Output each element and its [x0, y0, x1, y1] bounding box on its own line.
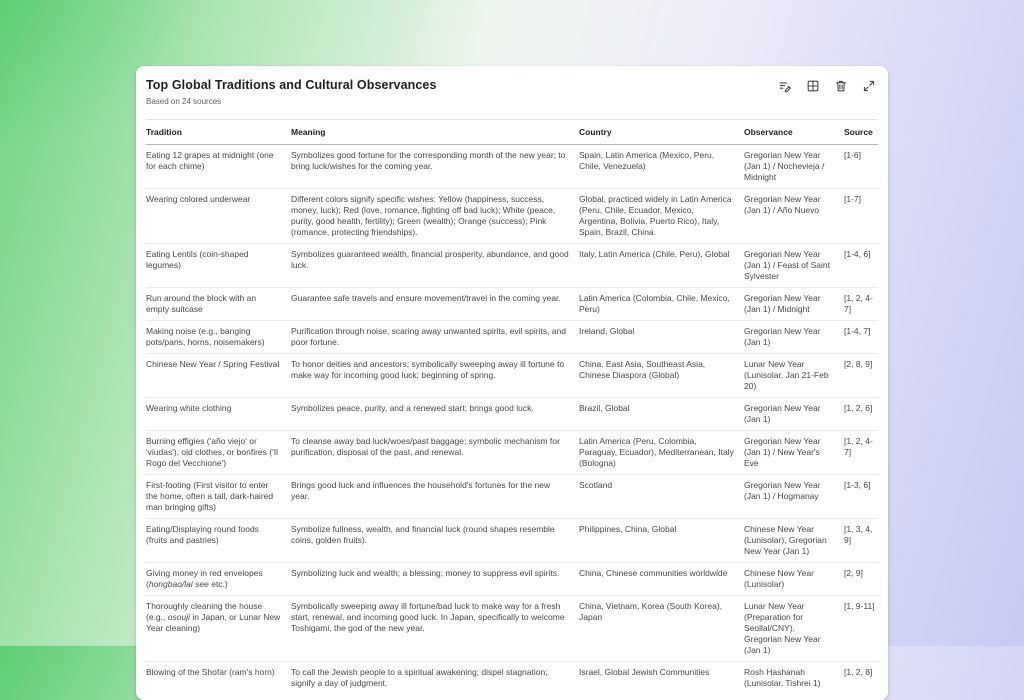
- edit-table-button[interactable]: [777, 80, 792, 95]
- cell-source: [1, 9-11]: [844, 596, 878, 662]
- trash-icon: [834, 79, 848, 96]
- cell-observance: Gregorian New Year (Jan 1) / Feast of Saint Sylvester: [744, 244, 844, 288]
- cell-tradition: Run around the block with an empty suitcase: [146, 288, 291, 321]
- cell-tradition: Thoroughly cleaning the house (e.g., osouji in Japan, or Lunar New Year cleaning): [146, 596, 291, 662]
- cell-source: [1-6]: [844, 150, 862, 160]
- cell-country: China, Vietnam, Korea (South Korea), Japan: [579, 596, 744, 662]
- cell-country: Spain, Latin America (Mexico, Peru, Chile, Venezuela): [579, 150, 715, 171]
- cell-observance: Gregorian New Year (Jan 1) / Hogmanay: [744, 475, 844, 519]
- table-row: [146, 475, 878, 519]
- cell-source: [1, 3, 4, 9]: [844, 519, 878, 563]
- cell-meaning: To honor deities and ancestors; symbolically sweeping away ill fortune to make way for incoming good luck; beginning of spring.: [291, 354, 579, 398]
- cell-tradition: Blowing of the Shofar (ram's horn): [146, 662, 291, 695]
- column-header-meaning: Meaning: [291, 120, 579, 145]
- cell-observance: Lunar New Year (Preparation for Seollal/CNY), Gregorian New Year (Jan 1): [744, 596, 844, 662]
- cell-meaning: Symbolizes peace, purity, and a renewed start; brings good luck.: [291, 398, 579, 431]
- cell-observance: Gregorian New Year (Jan 1): [744, 398, 844, 431]
- cell-meaning: Guarantee safe travels and ensure movement/travel in the coming year.: [291, 288, 579, 321]
- column-header-source: Source: [844, 120, 878, 145]
- table-row: [146, 189, 878, 244]
- cell-observance: Gregorian New Year (Jan 1) / Año Nuevo: [744, 189, 844, 244]
- cell-tradition: Wearing white clothing: [146, 398, 291, 431]
- cell-tradition: Eating 12 grapes at midnight (one for each chime): [146, 150, 274, 171]
- cell-tradition: First-footing (First visitor to enter the home, often a tall, dark-haired man bringing gifts): [146, 475, 291, 519]
- cell-meaning: Brings good luck and influences the household's fortunes for the new year.: [291, 475, 579, 519]
- cell-source: [1-4, 6]: [844, 244, 878, 288]
- table-row: [146, 354, 878, 398]
- cell-source: [1, 2, 4-7]: [844, 288, 878, 321]
- table-body: [146, 145, 878, 695]
- cell-meaning: Symbolize fullness, wealth, and financial luck (round shapes resemble coins, golden fruits).: [291, 519, 579, 563]
- cell-observance: Gregorian New Year (Jan 1) / New Year's Eve: [744, 431, 844, 475]
- card-header-text: [146, 78, 437, 106]
- cell-tradition: Wearing colored underwear: [146, 189, 291, 244]
- cell-observance: Gregorian New Year (Jan 1) / Nochevieja / Midnight: [744, 150, 825, 182]
- cell-tradition: Eating Lentils (coin-shaped legumes): [146, 244, 291, 288]
- cell-country: Italy, Latin America (Chile, Peru), Global: [579, 244, 744, 288]
- cell-tradition: Burning effigies ('año viejo' or 'viudas'), old clothes, or bonfires ('Il Rogo del Vecchione'): [146, 431, 291, 475]
- cell-meaning: Symbolizes guaranteed wealth, financial prosperity, abundance, and good luck.: [291, 244, 579, 288]
- export-table-button[interactable]: [805, 80, 820, 95]
- column-header-observance: Observance: [744, 120, 844, 145]
- cell-tradition: Chinese New Year / Spring Festival: [146, 354, 291, 398]
- cell-tradition: Making noise (e.g., banging pots/pans, horns, noisemakers): [146, 321, 291, 354]
- table-row: [146, 519, 878, 563]
- cell-source: [2, 9]: [844, 563, 878, 596]
- column-header-country: Country: [579, 120, 744, 145]
- cell-observance: Lunar New Year (Lunisolar, Jan 21-Feb 20): [744, 354, 844, 398]
- cell-meaning: Different colors signify specific wishes: Yellow (happiness, success, money, luck); Red (love, romance, fighting off bad luck); White (peace, purity, good health, fertility); Green (wealth); Orange (success); Pink (romance, protecting friendships).: [291, 189, 579, 244]
- edit-table-icon: [778, 79, 792, 96]
- cell-country: Philippines, China, Global: [579, 519, 744, 563]
- table-row: [146, 321, 878, 354]
- cell-country: Scotland: [579, 475, 744, 519]
- cell-tradition: Eating/Displaying round foods (fruits and pastries): [146, 519, 291, 563]
- delete-table-button[interactable]: [833, 80, 848, 95]
- cell-country: Ireland, Global: [579, 321, 744, 354]
- cell-observance: Chinese New Year (Lunisolar): [744, 563, 844, 596]
- cell-meaning: Purification through noise, scaring away unwanted spirits, evil spirits, and poor fortune.: [291, 321, 579, 354]
- cell-country: China, Chinese communities worldwide: [579, 563, 744, 596]
- cell-observance: Rosh Hashanah (Lunisolar, Tishrei 1): [744, 662, 844, 695]
- cell-tradition: Giving money in red envelopes (hongbao/lai see etc.): [146, 563, 291, 596]
- table-row: [146, 398, 878, 431]
- cell-source: [1, 2, 6]: [844, 398, 878, 431]
- traditions-table: [146, 119, 878, 694]
- sources-subtitle: Based on 24 sources: [146, 97, 222, 106]
- cell-source: [1-4, 7]: [844, 321, 878, 354]
- traditions-table-card: [136, 66, 888, 700]
- cell-country: Brazil, Global: [579, 398, 744, 431]
- table-row: [146, 662, 878, 695]
- cell-source: [1-7]: [844, 189, 878, 244]
- page-title: Top Global Traditions and Cultural Observances: [146, 78, 437, 92]
- cell-observance: Chinese New Year (Lunisolar), Gregorian New Year (Jan 1): [744, 519, 844, 563]
- cell-source: [1, 2, 8]: [844, 662, 878, 695]
- table-row: [146, 563, 878, 596]
- table-row: [146, 431, 878, 475]
- cell-country: Latin America (Peru, Colombia, Paraguay, Ecuador), Mediterranean, Italy (Bologna): [579, 431, 744, 475]
- cell-source: [1, 2, 4-7]: [844, 431, 878, 475]
- table-toolbar: [777, 78, 878, 95]
- cell-meaning: Symbolizing luck and wealth; a blessing; money to suppress evil spirits.: [291, 563, 579, 596]
- cell-meaning: To call the Jewish people to a spiritual awakening; dispel stagnation; signify a day of judgment.: [291, 662, 579, 695]
- cell-observance: Gregorian New Year (Jan 1) / Midnight: [744, 288, 844, 321]
- cell-source: [2, 8, 9]: [844, 354, 878, 398]
- table-row: [146, 288, 878, 321]
- expand-table-button[interactable]: [861, 80, 876, 95]
- cell-country: Israel, Global Jewish Communities: [579, 662, 744, 695]
- cell-meaning: To cleanse away bad luck/woes/past baggage; symbolic mechanism for purification, disposal of the past, and renewal.: [291, 431, 579, 475]
- cell-country: China, East Asia, Southeast Asia, Chinese Diaspora (Global): [579, 354, 744, 398]
- cell-country: Latin America (Colombia, Chile, Mexico, Peru): [579, 288, 744, 321]
- cell-observance: Gregorian New Year (Jan 1): [744, 321, 844, 354]
- table-grid-icon: [806, 79, 820, 96]
- card-header: [146, 78, 878, 106]
- cell-meaning: Symbolizes good fortune for the corresponding month of the new year; to bring luck/wishes for the coming year.: [291, 150, 566, 171]
- cell-source: [1-3, 6]: [844, 475, 878, 519]
- cell-meaning: Symbolically sweeping away ill fortune/bad luck to make way for a fresh start, renewal, and incoming good luck. In Japan, specifically to welcome Toshigami, the god of the new year.: [291, 596, 579, 662]
- table-header-row: [146, 120, 878, 145]
- table-row: [146, 244, 878, 288]
- expand-icon: [862, 79, 876, 96]
- table-row: [146, 145, 878, 189]
- table-row: [146, 596, 878, 662]
- cell-country: Global, practiced widely in Latin America (Peru, Chile, Ecuador, Mexico, Argentina, Bolivia, Puerto Rico), Italy, Spain, Brazil, China.: [579, 189, 744, 244]
- column-header-tradition: Tradition: [146, 120, 291, 145]
